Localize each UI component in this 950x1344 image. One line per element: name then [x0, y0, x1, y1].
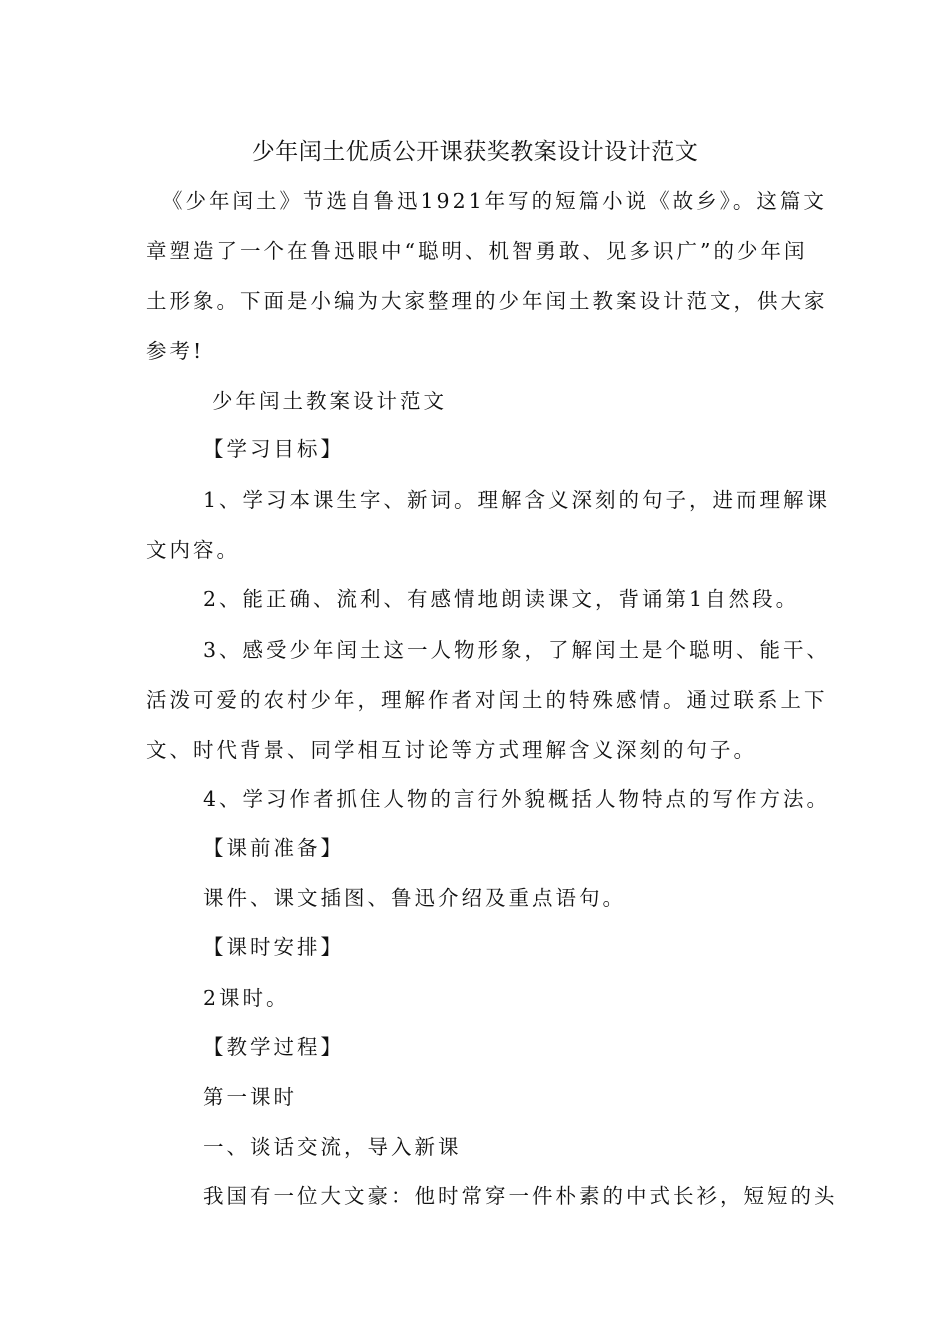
goal-2: 2、能正确、流利、有感情地朗读课文，背诵第1自然段。: [203, 587, 800, 611]
intro-line-1: 《少年闰土》节选自鲁迅1921年写的短篇小说《故乡》。这篇文: [162, 189, 827, 213]
preparation-text: 课件、课文插图、鲁迅介绍及重点语句。: [203, 886, 626, 910]
heading-learning-goals: 【学习目标】: [203, 437, 344, 461]
first-lesson: 第一课时: [203, 1085, 297, 1109]
intro-line-2: 章塑造了一个在鲁迅眼中“聪明、机智勇敢、见多识广”的少年闰: [146, 239, 808, 263]
intro-line-3: 土形象。下面是小编为大家整理的少年闰土教案设计范文，供大家: [146, 289, 828, 313]
goal-1-line-2: 文内容。: [146, 538, 240, 562]
heading-preparation: 【课前准备】: [203, 836, 344, 860]
heading-schedule: 【课时安排】: [203, 935, 344, 959]
intro-line-4: 参考!: [146, 339, 205, 363]
goal-3-line-3: 文、时代背景、同学相互讨论等方式理解含义深刻的句子。: [146, 738, 757, 762]
goal-4: 4、学习作者抓住人物的言行外貌概括人物特点的写作方法。: [203, 787, 831, 811]
step-1-text: 我国有一位大文豪：他时常穿一件朴素的中式长衫，短短的头: [203, 1184, 838, 1208]
goal-3-line-1: 3、感受少年闰土这一人物形象，了解闰土是个聪明、能干、: [203, 638, 831, 662]
goal-1-line-1: 1、学习本课生字、新词。理解含义深刻的句子，进而理解课: [203, 488, 831, 512]
step-1-heading: 一、谈话交流，导入新课: [203, 1135, 462, 1159]
section-heading: 少年闰土教案设计范文: [212, 389, 447, 413]
schedule-text: 2课时。: [203, 986, 290, 1010]
document-title: 少年闰土优质公开课获奖教案设计设计范文: [251, 139, 699, 165]
heading-teaching-process: 【教学过程】: [203, 1035, 344, 1059]
goal-3-line-2: 活泼可爱的农村少年，理解作者对闰土的特殊感情。通过联系上下: [146, 688, 828, 712]
